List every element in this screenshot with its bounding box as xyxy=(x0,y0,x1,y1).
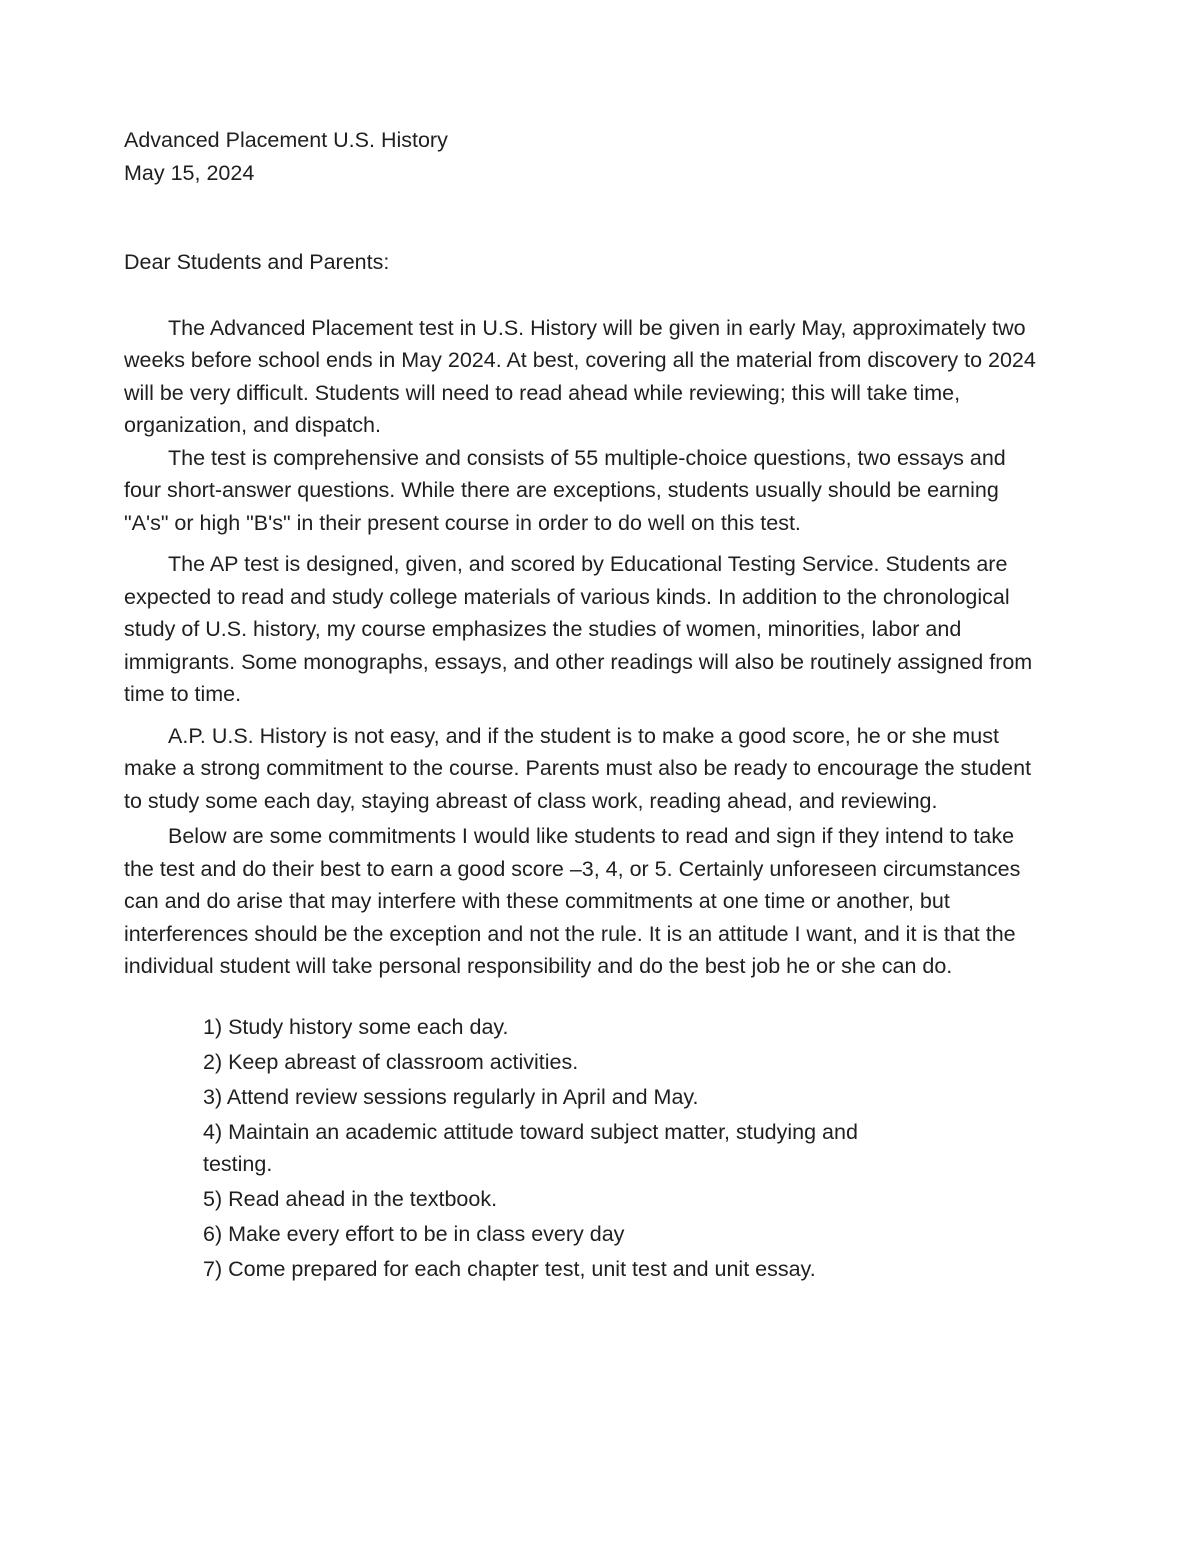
commitment-item: 4) Maintain an academic attitude toward subject matter, studying and testing. xyxy=(203,1119,858,1176)
letter-body xyxy=(124,124,1044,1288)
commitments-list xyxy=(124,1011,933,1285)
salutation: Dear Students and Parents: xyxy=(124,250,390,274)
course-title: Advanced Placement U.S. History xyxy=(124,128,448,152)
commitment-item: 7) Come prepared for each chapter test, unit test and unit essay. xyxy=(203,1256,816,1281)
commitment-item: 2) Keep abreast of classroom activities. xyxy=(203,1049,579,1074)
paragraph-commitment: A.P. U.S. History is not easy, and if the student is to make a good score, he or she must make a strong commitment to the course. Parents must also be ready to encourage the student to study some each day, staying abreast of class work, reading ahead, and reviewing. xyxy=(124,723,1032,813)
commitment-item: 5) Read ahead in the textbook. xyxy=(203,1186,498,1211)
commitment-item: 1) Study history some each day. xyxy=(203,1014,509,1039)
commitment-item: 6) Make every effort to be in class every day xyxy=(203,1221,625,1246)
commitment-item: 3) Attend review sessions regularly in April and May. xyxy=(203,1084,699,1109)
letter-date: May 15, 2024 xyxy=(124,160,255,185)
paragraph-test-format: The test is comprehensive and consists of 55 multiple-choice questions, two essays and four short-answer questions. While there are exceptions, students usually should be earning "A's" or high "B's" in their present course in order to do well on this test. xyxy=(124,445,1006,535)
paragraph-commitments-intro: Below are some commitments I would like students to read and sign if they intend to take the test and do their best to earn a good score –3, 4, or 5. Certainly unforeseen circumstances can and do arise that may interfere with these commitments at one time or another, but interferences should be the exception and not the rule. It is an attitude I want, and it is that the individual student will take personal responsibility and do the best job he or she can do. xyxy=(124,824,1021,978)
paragraph-test-timing: The Advanced Placement test in U.S. History will be given in early May, approximately two weeks before school ends in May 2024. At best, covering all the material from discovery to 2024 will be very difficult. Students will need to read ahead while reviewing; this will take time, organization, and dispatch. xyxy=(124,315,1036,437)
paragraph-ets-course: The AP test is designed, given, and scored by Educational Testing Service. Students are expected to read and study college materials of various kinds. In addition to the chronological study of U.S. history, my course emphasizes the studies of women, minorities, labor and immigrants. Some monographs, essays, and other readings will also be routinely assigned from time to time. xyxy=(124,552,1033,706)
